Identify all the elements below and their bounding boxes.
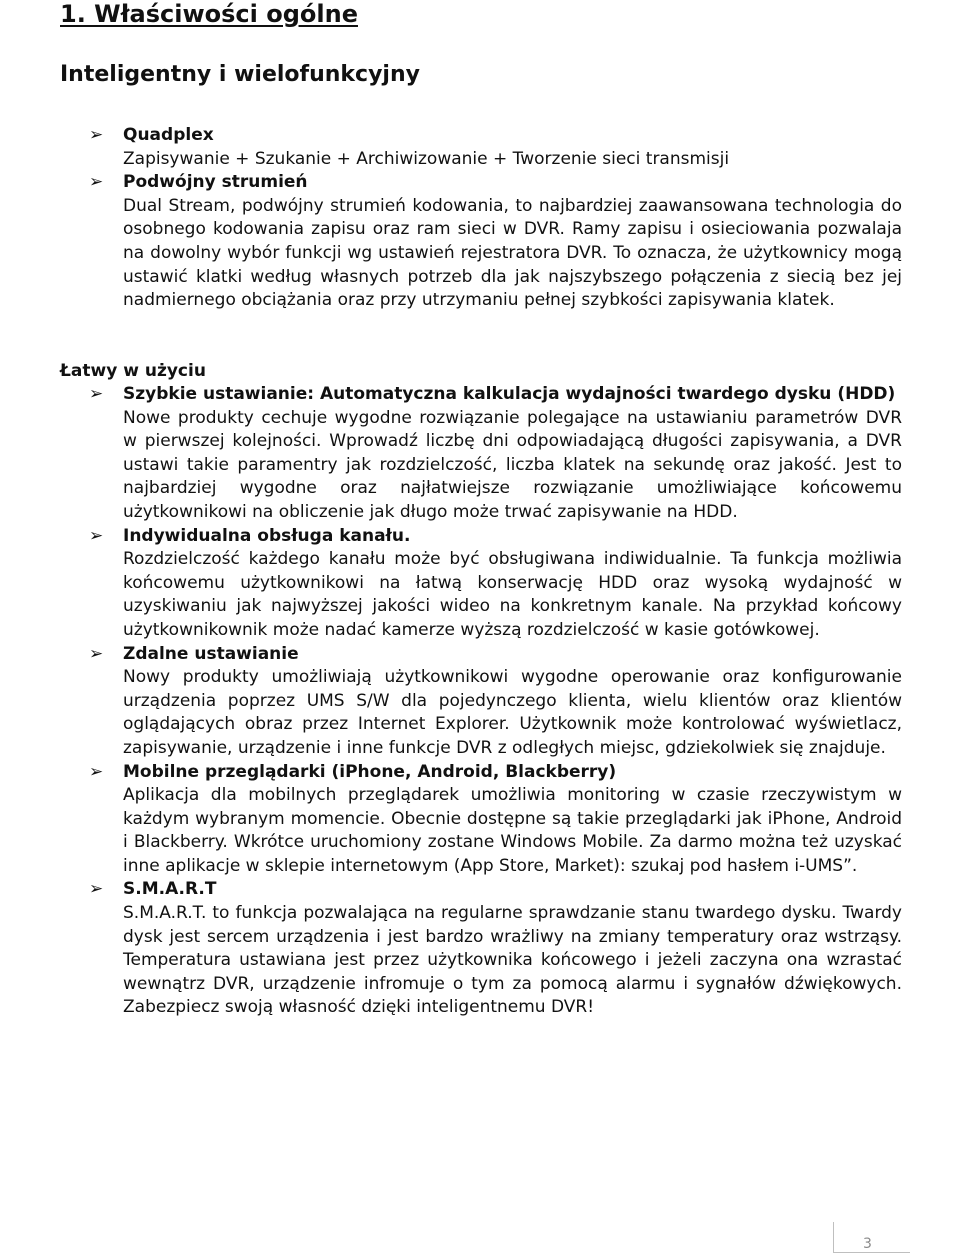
item-title: Podwójny strumień — [123, 172, 308, 193]
arrow-bullet-icon: ➢ — [89, 125, 104, 145]
item-title: Indywidualna obsługa kanału. — [123, 525, 411, 546]
feature-list-easy-use — [60, 383, 902, 1020]
item-title: S.M.A.R.T — [123, 879, 217, 900]
arrow-bullet-icon: ➢ — [89, 643, 104, 664]
list-item-dual-stream — [60, 171, 902, 313]
item-title: Zdalne ustawianie — [123, 643, 299, 664]
list-item-smart — [60, 878, 902, 1020]
footer-divider-vertical — [833, 1222, 834, 1252]
easy-to-use-heading: Łatwy w użyciu — [60, 361, 206, 381]
arrow-bullet-icon: ➢ — [89, 384, 104, 404]
list-item-remote-setup — [60, 643, 902, 761]
item-title: Szybkie ustawianie: Automatyczna kalkulacja wydajności twardego dysku (HDD) — [123, 384, 896, 404]
arrow-bullet-icon: ➢ — [89, 761, 104, 782]
arrow-bullet-icon: ➢ — [89, 172, 104, 193]
item-body: Nowe produkty cechuje wygodne rozwiązanie polegające na ustawianiu parametrów DVR w pierwszej kolejności. Wprowadź liczbę dni odpowiadającą długości zapisywania, a DVR ustawi takie paramentry jak rozdzielczość, liczba klatek na sekundę oraz jakość. Jest to najbardziej wygodne oraz najłatwiejsze rozwiązanie umożliwiające końcowemu użytkownikowi na obliczenie jak długo może trwać zapisywanie na HDD. — [123, 407, 902, 522]
list-item-mobile-browsers — [60, 761, 902, 879]
item-title: Mobilne przeglądarki (iPhone, Android, Blackberry) — [123, 761, 617, 782]
arrow-bullet-icon: ➢ — [89, 525, 104, 546]
feature-list-general — [60, 124, 902, 313]
page-number: 3 — [863, 1236, 872, 1252]
arrow-bullet-icon: ➢ — [89, 879, 104, 900]
item-body: Rozdzielczość każdego kanału może być obsługiwana indiwidualnie. Ta funkcja możliwia końcowemu użytkownikowi na łatwą konserwację HDD oraz wysoką wydajność w uzyskiwaniu jak najwyższej jakości wideo na konkretnym kanale. Na przykład końcowy użytkownikownik może nadać kamerze wyższą rozdzielczość w kasie gotówkowej. — [123, 549, 902, 640]
section-subheading: Inteligentny i wielofunkcyjny — [60, 62, 420, 87]
item-title: Quadplex — [123, 125, 214, 145]
item-body: Dual Stream, podwójny strumień kodowania, to najbardziej zaawansowana technologia do osobnego kodowania zapisu oraz ram sieci w DVR. Ramy zapisu i osieciowania pozwalaja na dowolny wybór funkcji wg ustawień rejestratora DVR. To oznacza, że użytkownicy mogą ustawić klatki według własnych potrzeb dla jak najszybszego połączenia z siecią bez jej nadmiernego obciążania oraz przy utrzymaniu pełnej szybkości zapisywania klatek. — [123, 195, 902, 311]
item-body: S.M.A.R.T. to funkcja pozwalająca na regularne sprawdzanie stanu twardego dysku. Twardy dysk jest sercem urządzenia i jest bardzo wrażliwy na zmiany temperatury oraz wstrząsy. Temperatura ustawiana jest przez użytkownika końcowego i jeżeli zaczyna ona wzrastać wewnątrz DVR, urządzenie infromuje o tym za pomocą alarmu i sygnałów dźwiękowych. Zabezpiecz swoją własność dzięki inteligentnemu DVR! — [123, 903, 902, 1018]
list-item-quadplex — [60, 124, 902, 171]
section-heading: 1. Właściwości ogólne — [60, 0, 358, 28]
item-body: Zapisywanie + Szukanie + Archiwizowanie + Tworzenie sieci transmisji — [123, 148, 730, 169]
list-item-channel-control — [60, 525, 902, 643]
list-item-quick-setup — [60, 383, 902, 525]
item-body: Nowy produkty umożliwiają użytkownikowi wygodne operowanie oraz konfigurowanie urządzenia poprzez UMS S/W dla pojedynczego klienta, wielu klientów oraz klientów oglądających obraz przez Internet Explorer. Użytkownik może kontrolować wyświetlacz, zapisywanie, urządzenie i inne funkcje DVR z odległych miejsc, gdziekolwiek się znajduje. — [123, 667, 902, 758]
item-body: Aplikacja dla mobilnych przeglądarek umożliwia monitoring w czasie rzeczywistym w każdym wybranym momencie. Obecnie dostępne są takie przeglądarki jak iPhone, Android i Blackberry. Wkrótce uruchomiony zostane Windows Mobile. Za darmo można też uzyskać inne aplikacje w sklepie internetowym (App Store, Market): szukaj pod hasłem i-UMS”. — [123, 785, 902, 876]
